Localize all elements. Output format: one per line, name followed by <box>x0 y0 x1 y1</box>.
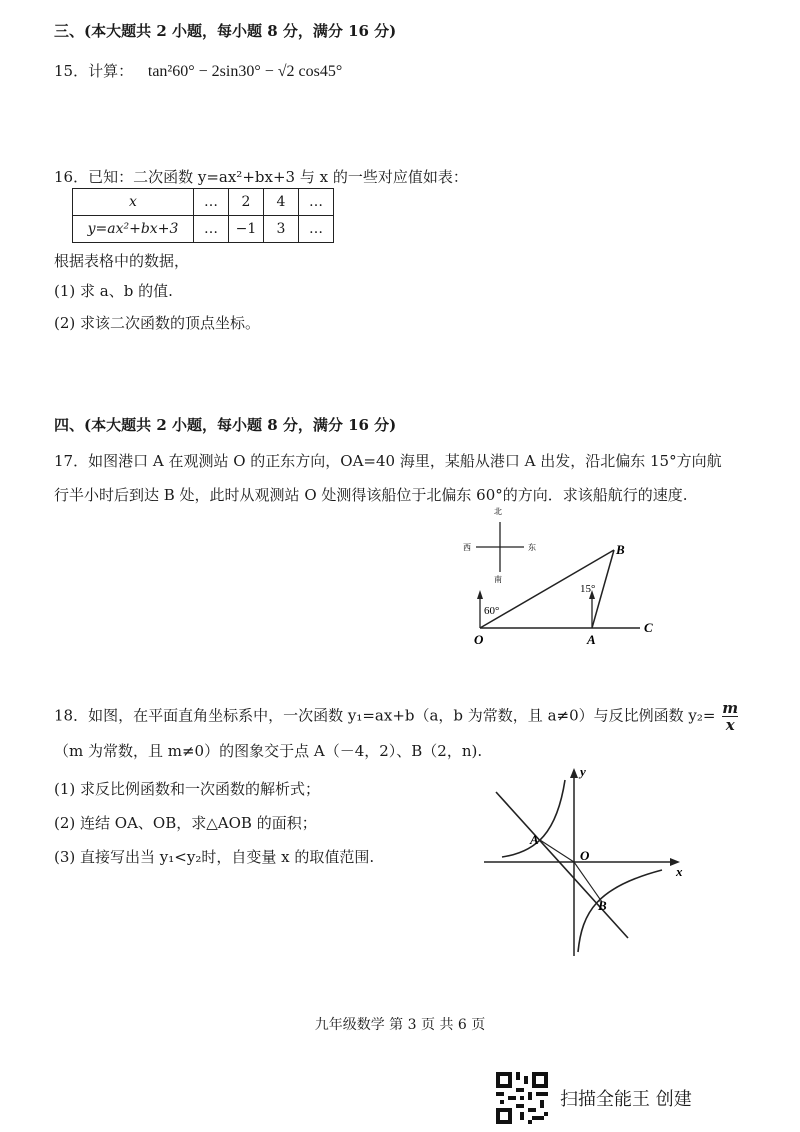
compass-north-label: 北 <box>494 507 502 516</box>
page-footer: 九年级数学 第 3 页 共 6 页 <box>314 1017 486 1033</box>
question-17-figure <box>450 500 670 650</box>
table-cell: −1 <box>229 216 264 243</box>
table-cell: y=ax²+bx+3 <box>73 216 194 243</box>
table-row <box>73 216 334 243</box>
question-18-text: 18．如图，在平面直角坐标系中，一次函数 y₁=ax+b（a，b 为常数，且 a≠0）与反比例函数 y₂= <box>54 706 716 725</box>
values-table <box>72 188 334 243</box>
question-15-expression: tan²60° − 2sin30° − √2 cos45° <box>147 63 343 80</box>
point-a-label: A <box>530 832 539 847</box>
point-b-label: B <box>616 542 625 557</box>
fraction-m-over-x <box>722 700 738 733</box>
compass-east-label: 东 <box>528 543 536 552</box>
hyperbola-branch-lower <box>578 870 662 952</box>
scanner-brand-text: 扫描全能王 创建 <box>560 1089 692 1110</box>
question-16-part-1: (1) 求 a、b 的值. <box>54 282 173 300</box>
question-16-prompt: 16．已知：二次函数 y=ax²+bx+3 与 x 的一些对应值如表： <box>54 168 468 186</box>
question-16-after-table: 根据表格中的数据， <box>54 252 190 270</box>
question-17-line-1: 17．如图港口 A 在观测站 O 的正东方向，OA=40 海里，某船从港口 A 出发，沿北偏东 15°方向航 <box>54 452 722 470</box>
angle-60-label: 60° <box>484 605 500 617</box>
compass-south-label: 南 <box>494 575 502 584</box>
question-18-line-1 <box>54 700 738 733</box>
point-o-label: O <box>474 632 484 647</box>
question-17-line-2: 行半小时后到达 B 处，此时从观测站 O 处测得该船位于北偏东 60°的方向．求该船航行的速度. <box>54 486 688 504</box>
section-4-heading: 四、(本大题共 2 小题，每小题 8 分，满分 16 分) <box>54 416 397 434</box>
question-16-part-2: (2) 求该二次函数的顶点坐标。 <box>54 314 261 332</box>
table-cell: 3 <box>264 216 299 243</box>
table-cell: … <box>194 216 229 243</box>
north-arrow-o-icon <box>477 590 483 599</box>
fraction-denominator: x <box>725 716 735 734</box>
section-3-heading: 三、(本大题共 2 小题，每小题 8 分，满分 16 分) <box>54 22 397 40</box>
compass-icon <box>476 522 524 572</box>
question-18-figure <box>482 762 692 958</box>
compass-west-label: 西 <box>463 543 471 552</box>
point-b-label: B <box>598 898 607 913</box>
fraction-numerator: m <box>722 699 739 717</box>
question-18-part-1: (1) 求反比例函数和一次函数的解析式； <box>54 780 321 798</box>
question-15 <box>54 60 342 81</box>
axis-x-label: x <box>676 864 683 879</box>
table-cell: 4 <box>264 189 299 216</box>
table-cell: … <box>194 189 229 216</box>
point-a-label: A <box>587 632 596 647</box>
axis-y-label: y <box>580 764 586 779</box>
question-18-part-3: (3) 直接写出当 y₁<y₂时，自变量 x 的取值范围. <box>54 848 375 866</box>
qr-code-icon <box>496 1072 548 1124</box>
linear-function-line <box>496 792 628 938</box>
y-axis-arrow-icon <box>570 768 578 778</box>
question-15-number: 15．计算： <box>54 62 134 80</box>
point-c-label: C <box>644 620 653 635</box>
angle-15-label: 15° <box>580 583 596 595</box>
question-18-line-2: （m 为常数，且 m≠0）的图象交于点 A（－4，2）、B（2，n). <box>54 742 483 760</box>
table-row <box>73 189 334 216</box>
table-cell: 2 <box>229 189 264 216</box>
question-18-part-2: (2) 连结 OA、OB，求△AOB 的面积； <box>54 814 317 832</box>
table-cell: … <box>299 216 334 243</box>
table-cell: … <box>299 189 334 216</box>
origin-label: O <box>580 848 590 863</box>
table-cell: x <box>73 189 194 216</box>
